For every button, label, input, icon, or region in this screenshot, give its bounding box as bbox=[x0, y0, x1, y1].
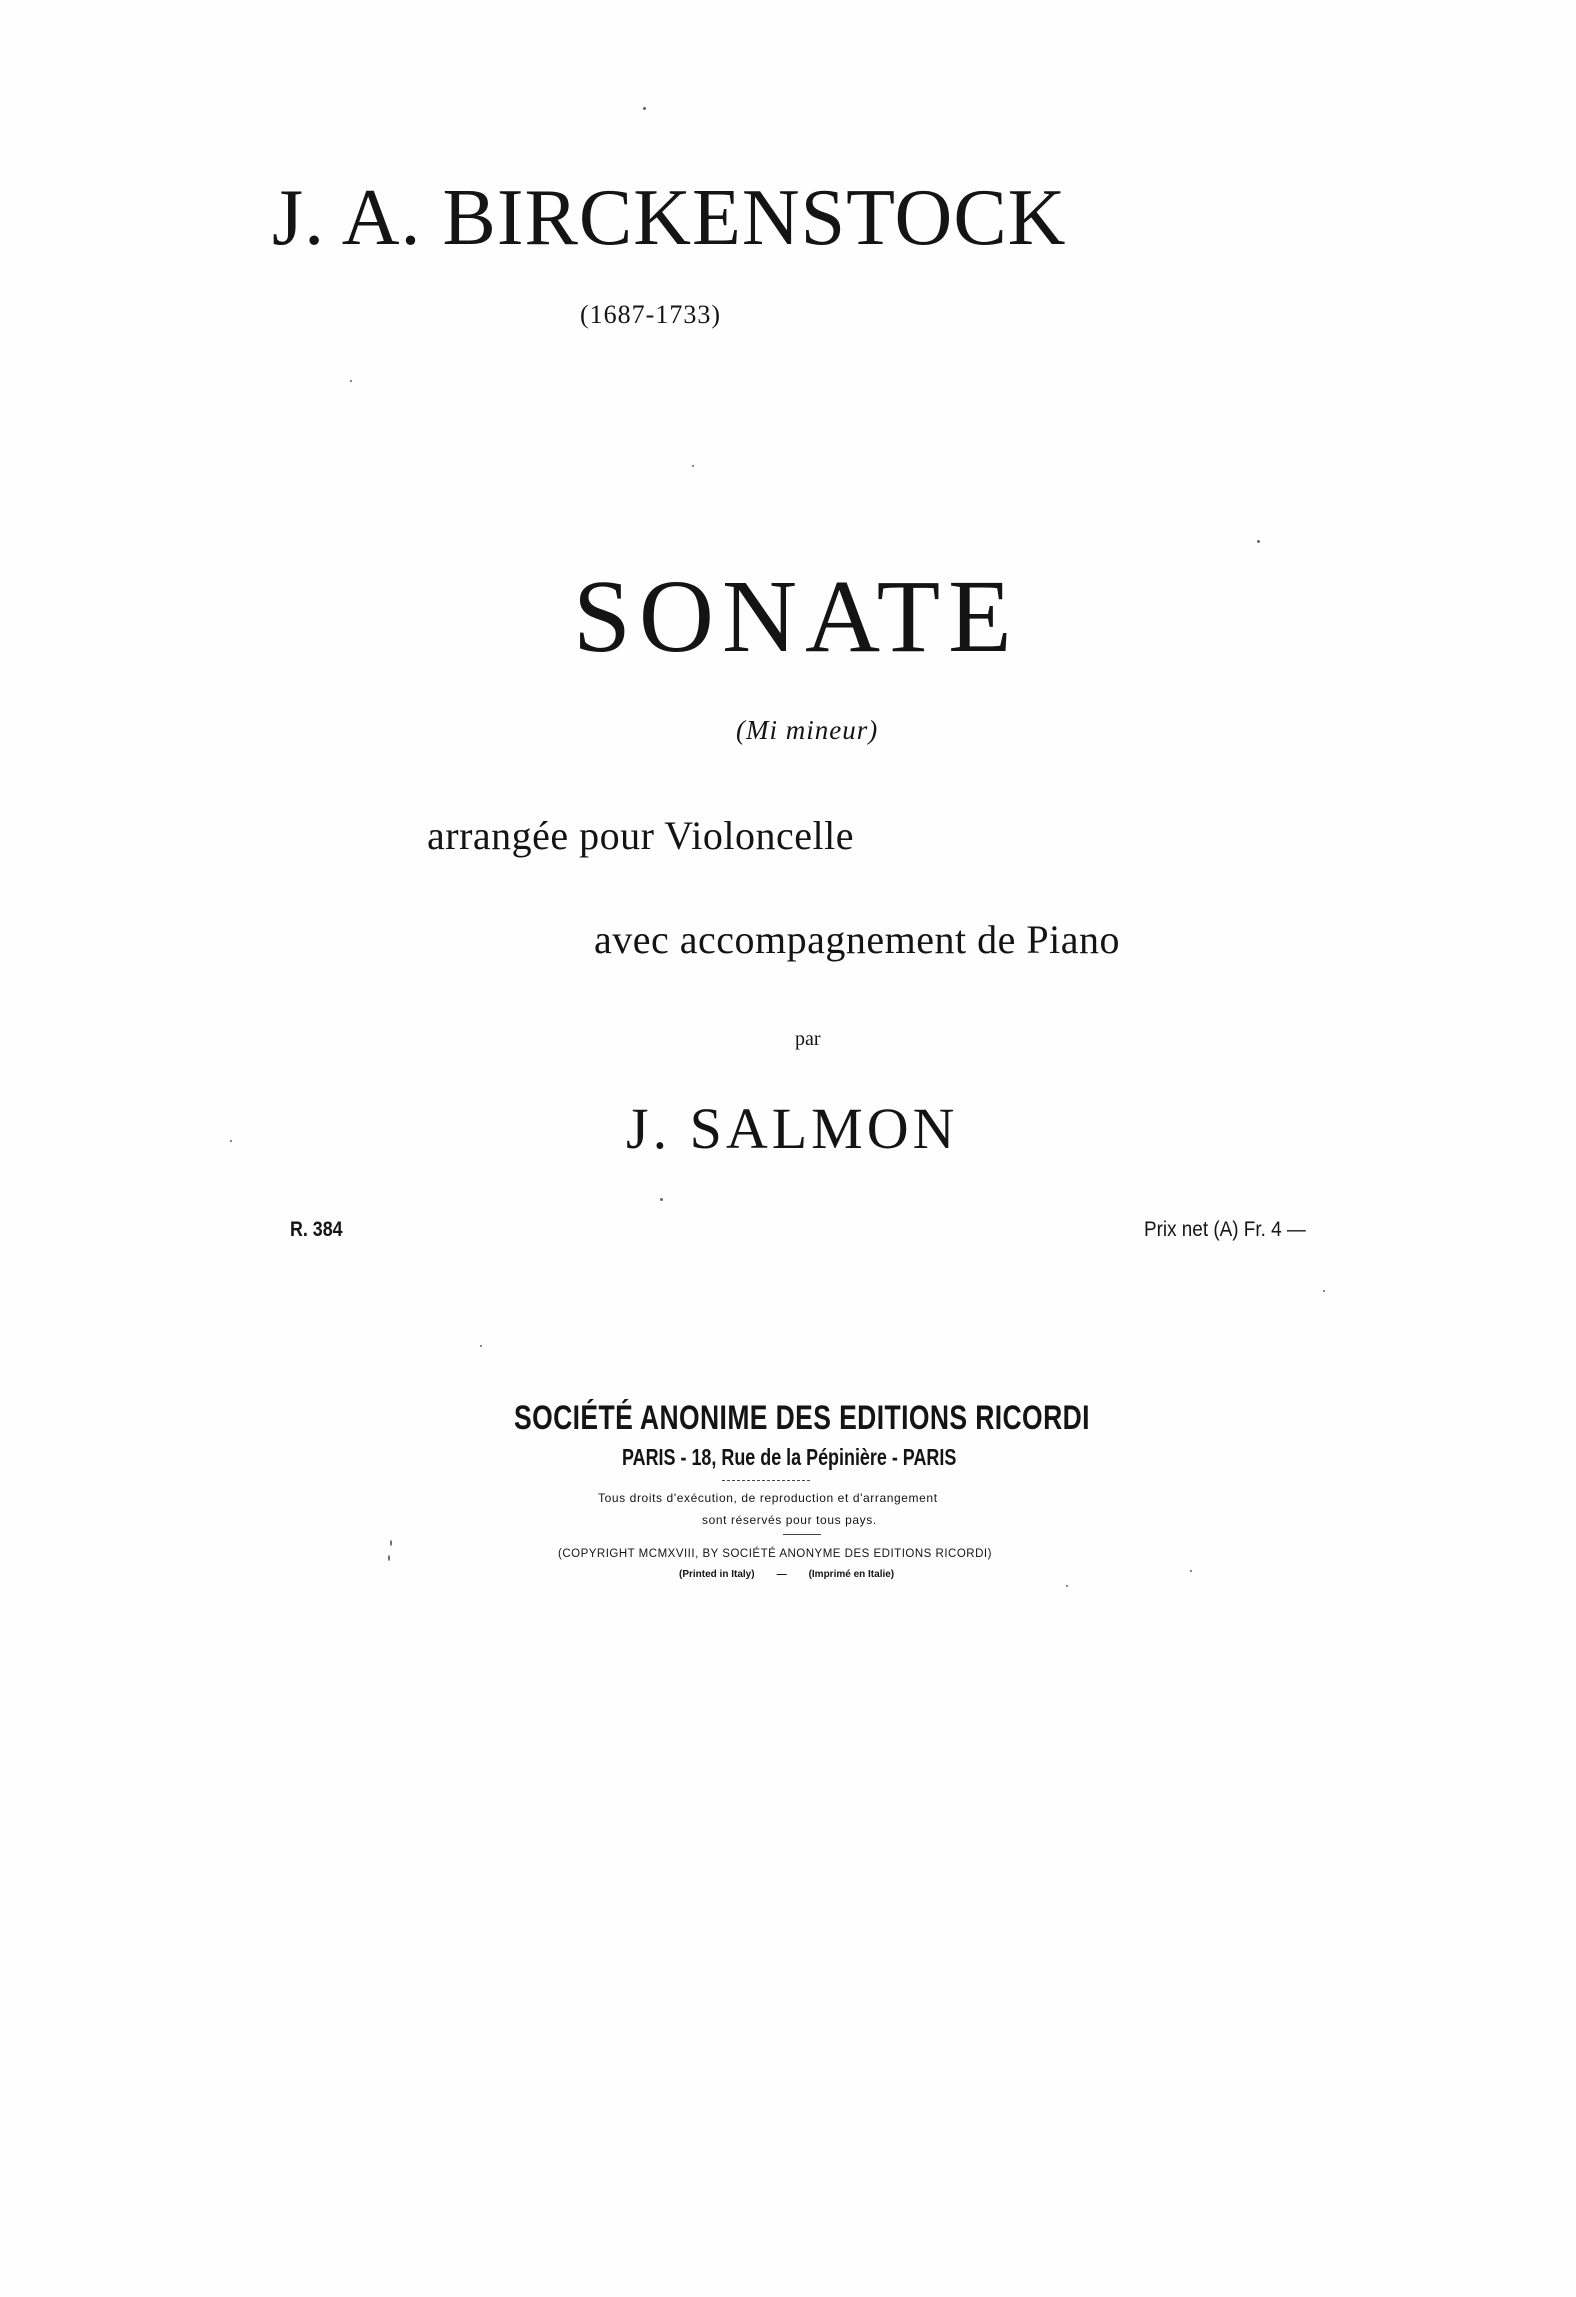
scan-speck bbox=[660, 1198, 663, 1201]
scan-speck bbox=[388, 1555, 390, 1561]
scan-speck bbox=[1066, 1585, 1068, 1587]
printed-notice bbox=[679, 1569, 894, 1580]
catalog-number: R. 384 bbox=[290, 1218, 343, 1241]
publisher-name: SOCIÉTÉ ANONIME DES EDITIONS RICORDI bbox=[514, 1399, 1090, 1437]
rights-line-2: sont réservés pour tous pays. bbox=[702, 1513, 877, 1527]
divider-short bbox=[783, 1534, 821, 1535]
scan-speck bbox=[1190, 1570, 1192, 1572]
rights-line-1: Tous droits d'exécution, de reproduction et d'arrangement bbox=[598, 1491, 938, 1505]
scan-speck bbox=[692, 465, 694, 467]
scan-speck bbox=[1257, 540, 1260, 543]
scan-speck bbox=[1323, 1290, 1325, 1292]
divider-line bbox=[722, 1480, 810, 1481]
composer-dates: (1687-1733) bbox=[580, 300, 721, 329]
imprime-en-italie: (Imprimé en Italie) bbox=[808, 1569, 895, 1580]
by-label: par bbox=[795, 1028, 821, 1050]
publisher-address: PARIS - 18, Rue de la Pépinière - PARIS bbox=[622, 1444, 957, 1470]
scan-speck bbox=[390, 1540, 392, 1546]
scan-speck bbox=[230, 1140, 232, 1142]
arrangement-line-2: avec accompagnement de Piano bbox=[594, 917, 1120, 962]
printed-dash: — bbox=[776, 1569, 787, 1580]
arranger-name: J. SALMON bbox=[626, 1096, 959, 1161]
composer-name: J. A. BIRCKENSTOCK bbox=[272, 174, 1067, 262]
scan-speck bbox=[480, 1345, 482, 1347]
price-label: Prix net (A) Fr. 4 — bbox=[1144, 1218, 1306, 1241]
work-title: SONATE bbox=[573, 559, 1020, 674]
scan-speck bbox=[350, 380, 352, 382]
arrangement-line-1: arrangée pour Violoncelle bbox=[427, 813, 854, 858]
scan-speck bbox=[643, 107, 646, 110]
copyright-notice: (COPYRIGHT MCMXVIII, BY SOCIÉTÉ ANONYME DES EDITIONS RICORDI) bbox=[558, 1548, 992, 1560]
printed-in-italy: (Printed in Italy) bbox=[679, 1569, 755, 1580]
work-key: (Mi mineur) bbox=[736, 715, 879, 745]
